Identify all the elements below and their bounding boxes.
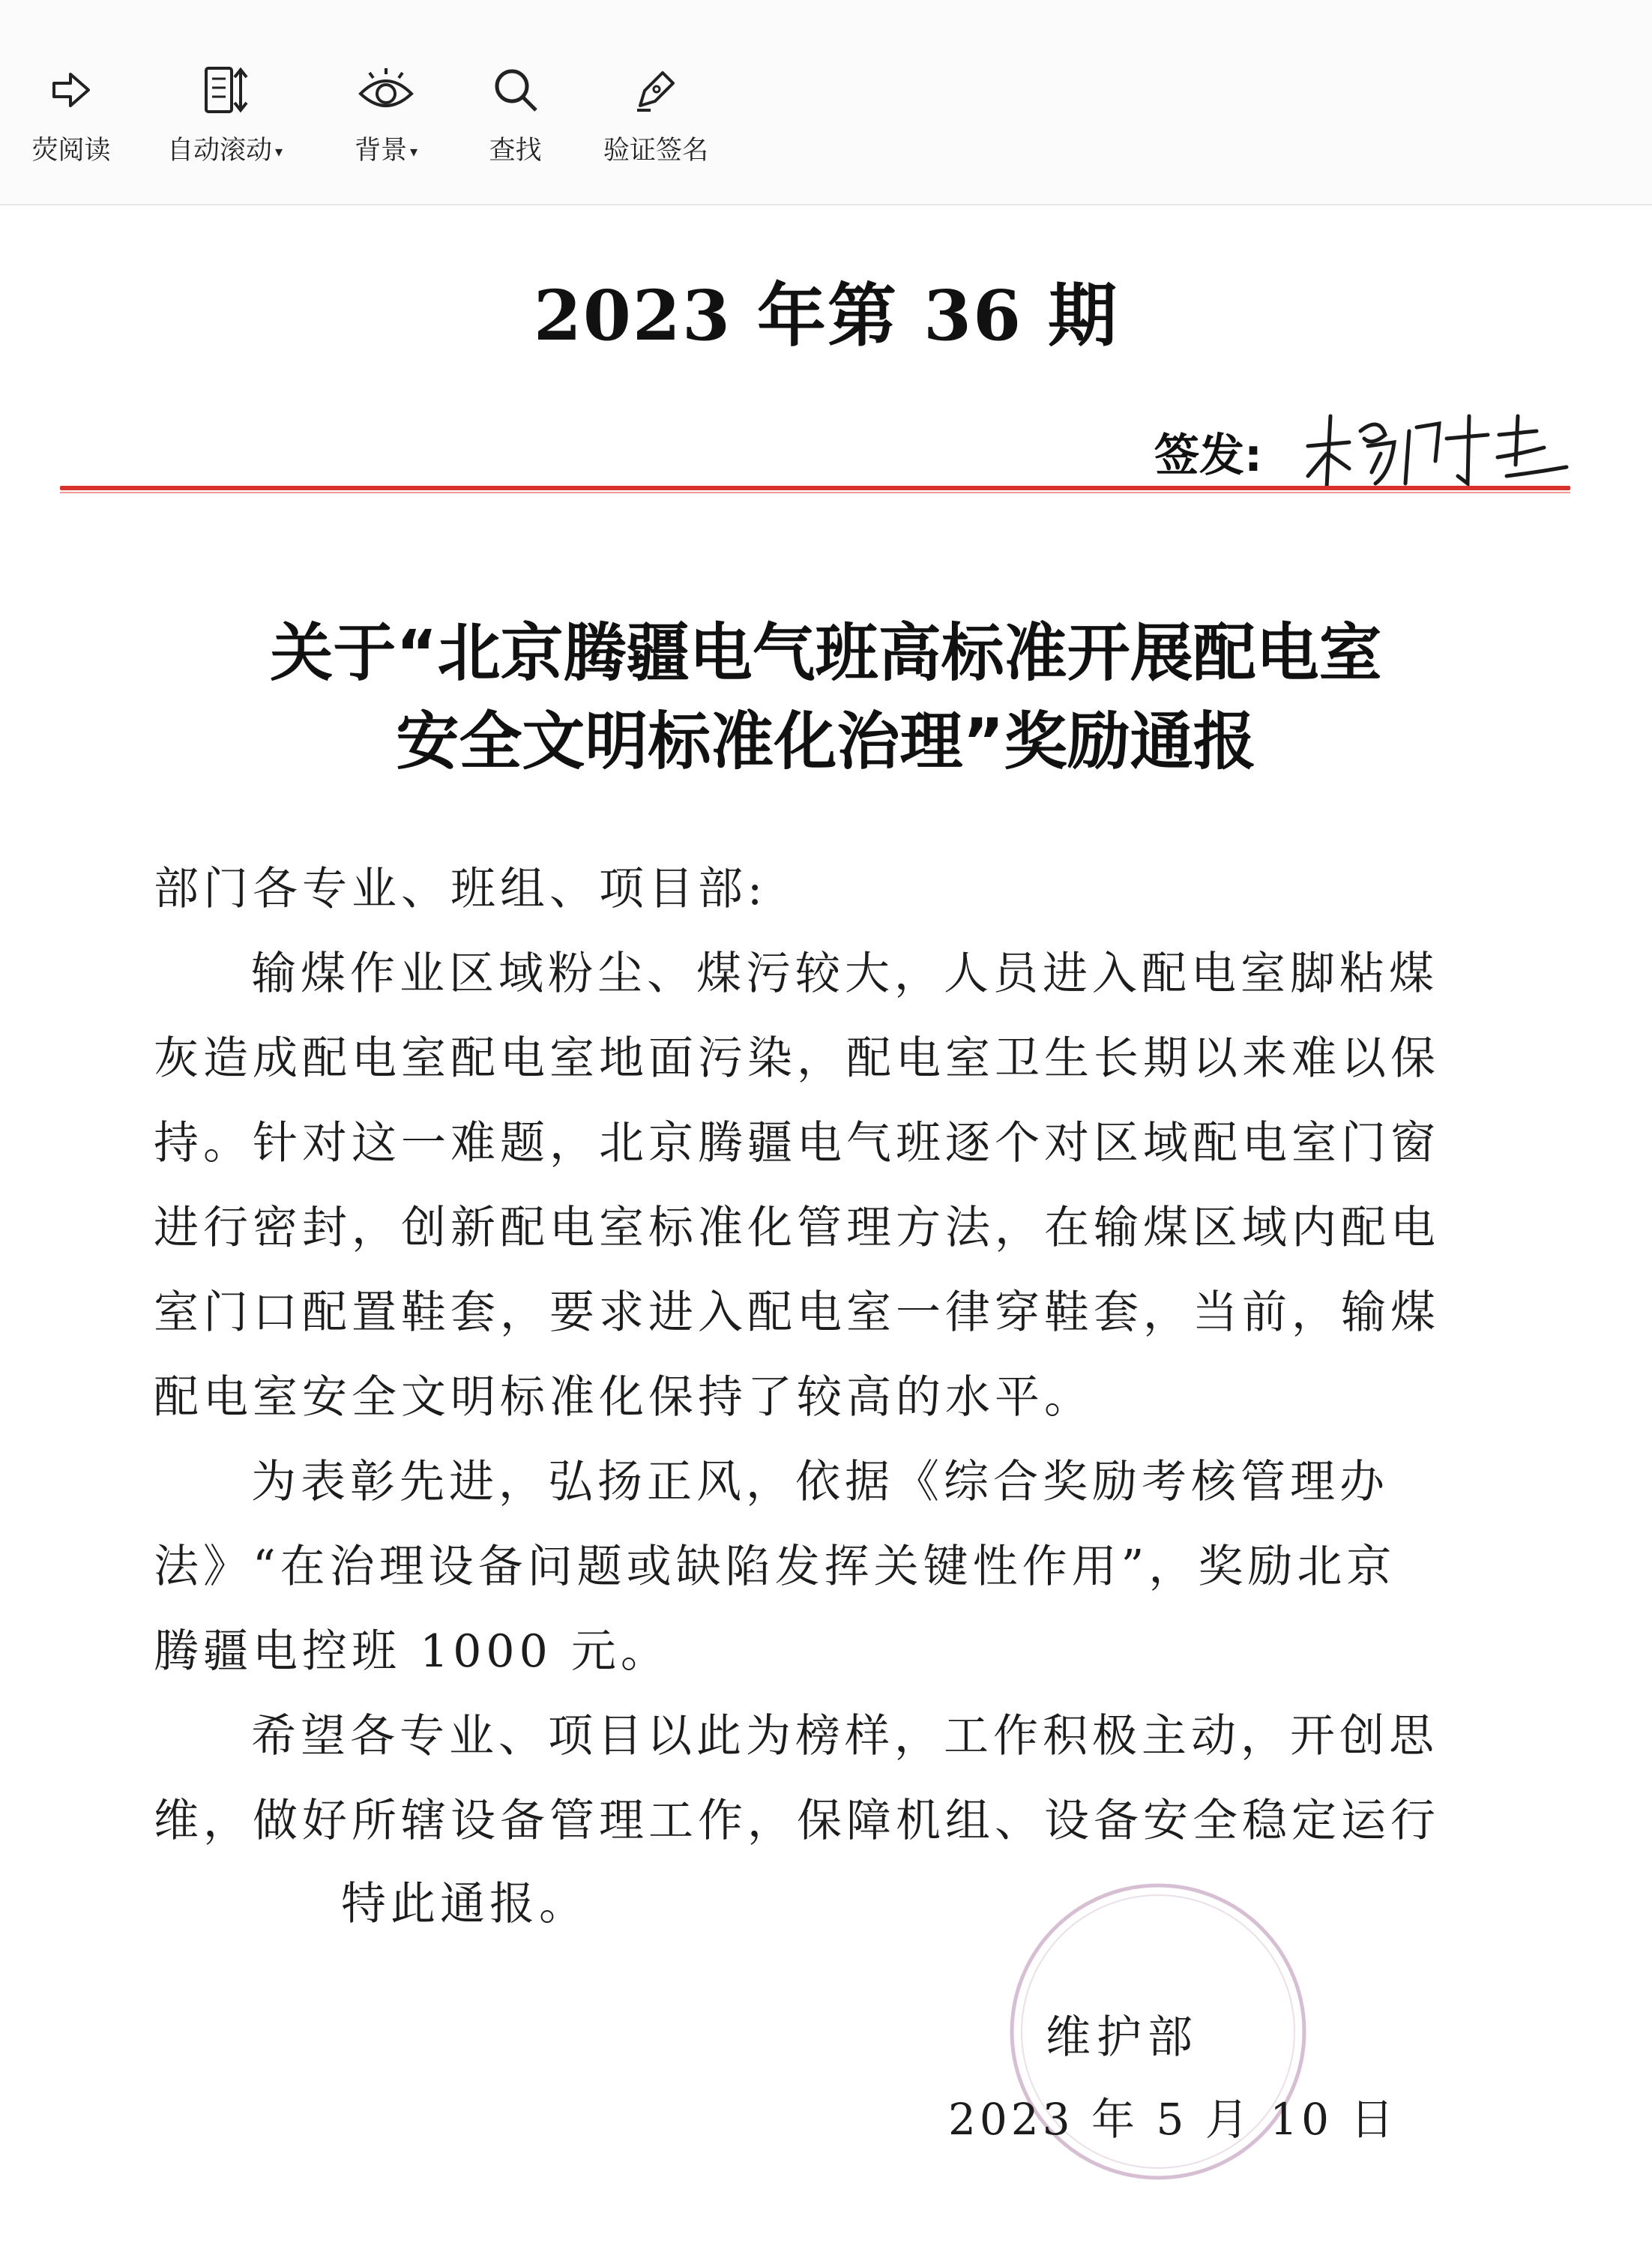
search-icon (489, 64, 542, 116)
toolbar-label: 验证签名 (603, 136, 708, 166)
arrow-right-icon (45, 64, 97, 116)
document-title (0, 609, 1652, 786)
background-button[interactable] (330, 64, 442, 184)
closing-line: 特此通报。 (341, 1878, 588, 1930)
auto-scroll-button[interactable] (150, 64, 300, 184)
document-body (154, 847, 1443, 1864)
signer-label: 签发: (1154, 430, 1262, 482)
paragraph: 为表彰先进，弘扬正风，依据《综合奖励考核管理办法》“在治理设备问题或缺陷发挥关键性作用”，奖励北京腾疆电控班 1000 元。 (154, 1456, 1396, 1678)
salutation: 部门各专业、班组、项目部: (154, 863, 768, 915)
toolbar-label: 背景 (354, 136, 407, 166)
find-button[interactable] (465, 64, 566, 184)
chevron-down-icon: ▾ (409, 142, 418, 160)
issuing-department: 维护部 (1046, 2011, 1199, 2064)
issue-number: 2023 年第 36 期 (533, 275, 1119, 356)
auto-scroll-icon (199, 64, 251, 116)
immersive-read-button[interactable] (15, 64, 127, 184)
red-header-rule-shadow (60, 492, 1570, 493)
verify-signature-button[interactable] (592, 64, 720, 184)
paragraph: 希望各专业、项目以此为榜样，工作积极主动，开创思维，做好所辖设备管理工作，保障机组、设备安全稳定运行 (154, 1710, 1440, 1847)
toolbar-divider (0, 204, 1652, 205)
toolbar-label: 查找 (489, 136, 542, 166)
eye-icon (356, 64, 416, 116)
title-line: 关于“北京腾疆电气班高标准开展配电室 (270, 616, 1382, 690)
toolbar-label: 荧阅读 (31, 136, 111, 166)
pen-icon (630, 64, 682, 116)
toolbar-label: 自动滚动 (166, 136, 272, 166)
chevron-down-icon: ▾ (274, 142, 283, 160)
title-line: 安全文明标准化治理”奖励通报 (396, 705, 1256, 778)
paragraph: 输煤作业区域粉尘、煤污较大，人员进入配电室脚粘煤灰造成配电室配电室地面污染，配电室卫生长期以来难以保持。针对这一难题，北京腾疆电气班逐个对区域配电室门窗进行密封，创新配电室标准化管理方法，在输煤区域内配电室门口配置鞋套，要求进入配电室一律穿鞋套，当前，输煤配电室安全文明标准化保持了较高的水平。 (154, 948, 1440, 1424)
red-header-rule (60, 486, 1570, 490)
issue-date: 2023 年 5 月 10 日 (948, 2094, 1398, 2145)
